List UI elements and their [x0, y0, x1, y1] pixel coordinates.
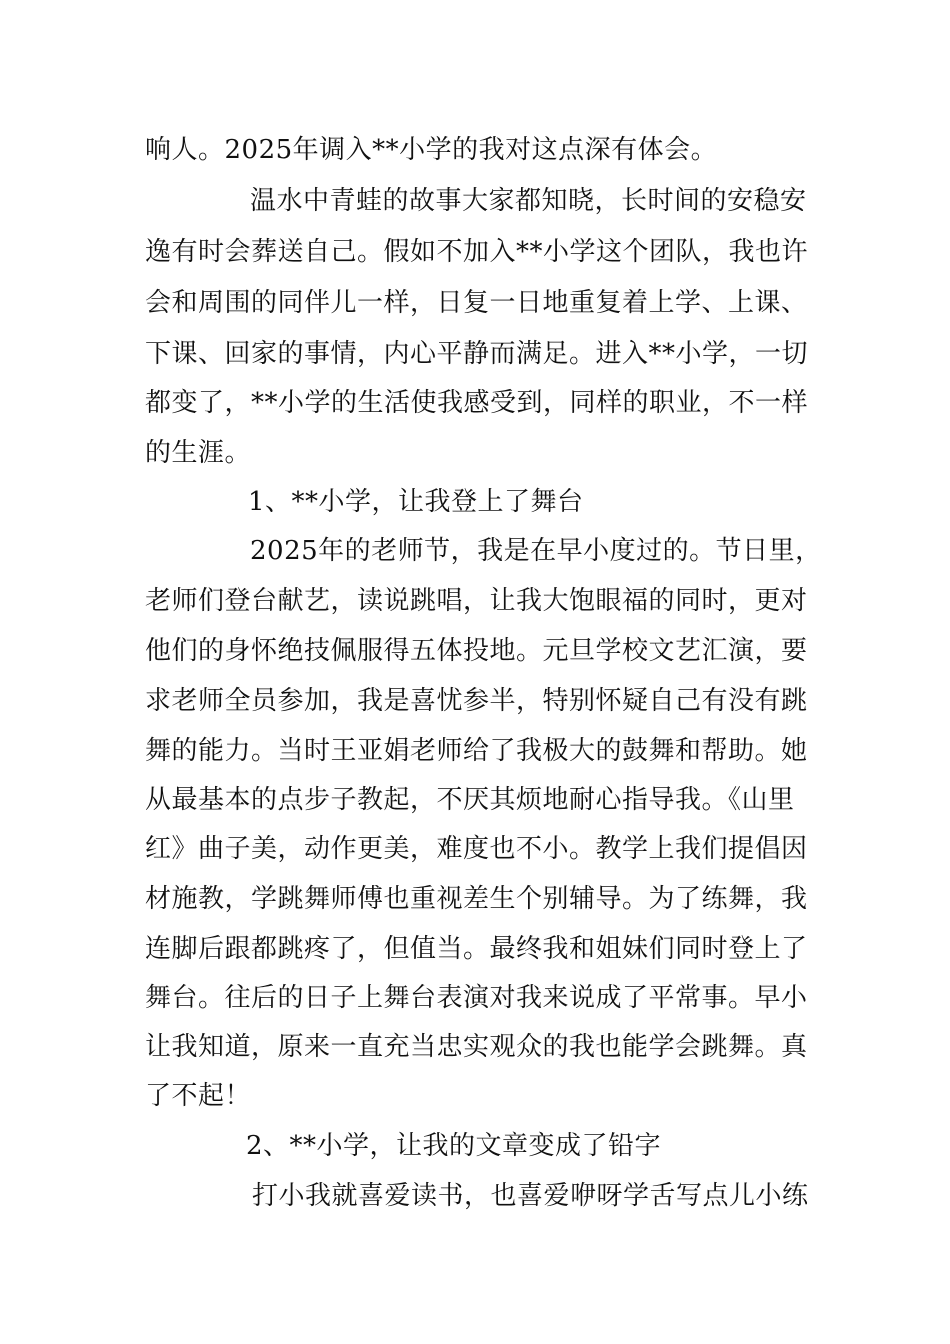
- paragraph-start-line: 打小我就喜爱读书，也喜爱咿呀学舌写点儿小练: [252, 1181, 809, 1211]
- text-line-15: 红》曲子美，动作更美，难度也不小。教学上我们提倡因: [145, 834, 808, 864]
- text-line-16: 材施教，学跳舞师傅也重视差生个别辅导。为了练舞，我: [145, 884, 808, 914]
- text-line-5: 下课、回家的事情，内心平静而满足。进入**小学，一切: [145, 339, 809, 369]
- text-line-19: 让我知道，原来一直充当忠实观众的我也能学会跳舞。真: [145, 1032, 808, 1062]
- text-line-13: 舞的能力。当时王亚娟老师给了我极大的鼓舞和帮助。她: [145, 736, 808, 766]
- paragraph-start-line: 温水中青蛙的故事大家都知晓，长时间的安稳安: [250, 186, 807, 216]
- section-heading-1: 1、**小学，让我登上了舞台: [248, 487, 584, 517]
- text-line-14: 从最基本的点步子教起，不厌其烦地耐心指导我。《山里: [145, 785, 795, 815]
- text-line-18: 舞台。往后的日子上舞台表演对我来说成了平常事。早小: [145, 983, 808, 1013]
- text-line-6: 都变了，**小学的生活使我感受到，同样的职业，不一样: [145, 388, 809, 418]
- text-line-1: 响人。2025年调入**小学的我对这点深有体会。: [145, 135, 718, 165]
- text-line-12: 求老师全员参加，我是喜忧参半，特别怀疑自己有没有跳: [145, 686, 808, 716]
- paragraph-start-line: 2025年的老师节，我是在早小度过的。节日里，: [250, 536, 822, 566]
- text-line-7: 的生涯。: [145, 438, 252, 468]
- text-line-17: 连脚后跟都跳疼了，但值当。最终我和姐妹们同时登上了: [145, 934, 808, 964]
- text-line-4: 会和周围的同伴儿一样，日复一日地重复着上学、上课、: [145, 288, 808, 318]
- section-heading-2: 2、**小学，让我的文章变成了铅字: [246, 1131, 662, 1161]
- text-line-3: 逸有时会葬送自己。假如不加入**小学这个团队，我也许: [145, 237, 809, 267]
- text-line-10: 老师们登台献艺，读说跳唱，让我大饱眼福的同时，更对: [145, 586, 808, 616]
- text-line-20: 了不起！: [145, 1081, 252, 1111]
- text-line-11: 他们的身怀绝技佩服得五体投地。元旦学校文艺汇演，要: [145, 636, 808, 666]
